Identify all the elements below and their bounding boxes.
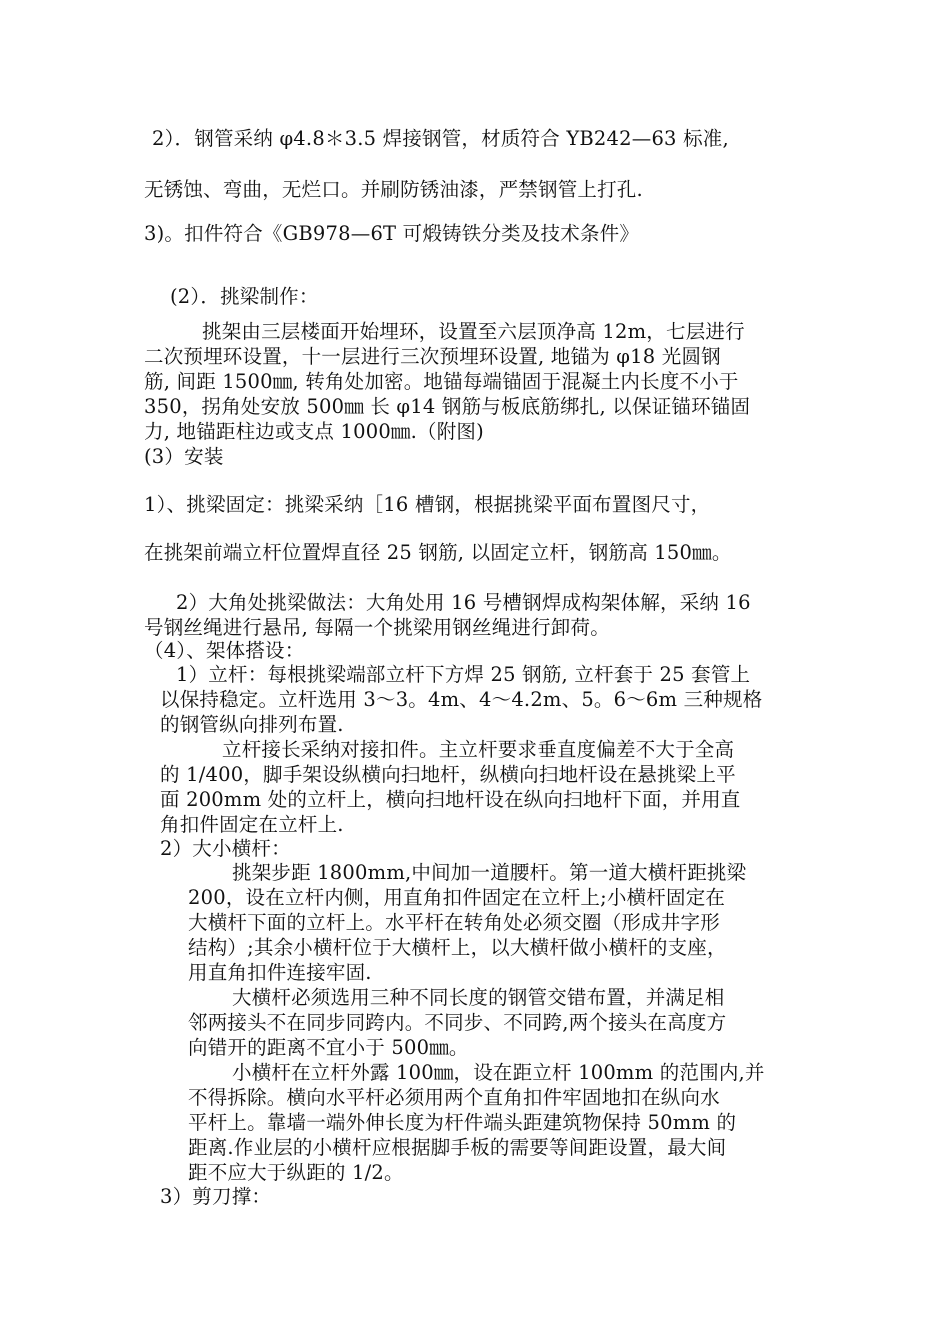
- corner-beam-line-1: 2）大角处挑梁做法：大角处用 16 号槽钢焊成构架体解，采纳 16: [176, 591, 751, 614]
- upright-pole-line-3: 的钢管纵向排列布置.: [160, 713, 344, 736]
- transom-paragraph-line-5: 距不应大于纵距的 1/2。: [188, 1161, 404, 1184]
- cantilever-paragraph-line-5: 力, 地锚距柱边或支点 1000㎜.（附图): [144, 420, 484, 443]
- ledger-paragraph-line-2: 200，设在立杆内侧，用直角扣件固定在立杆上;小横杆固定在: [188, 886, 726, 909]
- fastener-spec-line: 3)。扣件符合《GB978—6T 可煅铸铁分类及技术条件》: [144, 222, 640, 245]
- subheading-ledgers-transoms: 2）大小横杆：: [160, 837, 291, 860]
- ledger-paragraph-line-5: 用直角扣件连接牢固.: [188, 961, 372, 984]
- ledger-joint-line-1: 大横杆必须选用三种不同长度的钢管交错布置，并满足相: [232, 986, 725, 1009]
- ledger-joint-line-3: 向错开的距离不宜小于 500㎜。: [188, 1036, 469, 1059]
- ledger-paragraph-line-3: 大横杆下面的立杆上。水平杆在转角处必须交圈（形成井字形: [188, 911, 720, 934]
- section-heading-cantilever-beam: (2）．挑梁制作：: [170, 285, 319, 308]
- cantilever-paragraph-line-1: 挑架由三层楼面开始埋环，设置至六层顶净高 12m，七层进行: [202, 320, 745, 343]
- beam-fixing-line-1: 1）、挑梁固定：挑梁采纳［16 槽钢，根据挑梁平面布置图尺寸，: [144, 493, 711, 516]
- ledger-joint-line-2: 邻两接头不在同步同跨内。不同步、不同跨,两个接头在高度方: [188, 1011, 727, 1034]
- beam-fixing-line-2: 在挑架前端立杆位置焊直径 25 钢筋, 以固定立杆，钢筋高 150㎜。: [144, 541, 732, 564]
- pole-extension-line-3: 面 200mm 处的立杆上，横向扫地杆设在纵向扫地杆下面，并用直: [160, 788, 741, 811]
- corner-beam-line-2: 号钢丝绳进行悬吊, 每隔一个挑梁用钢丝绳进行卸荷。: [144, 616, 610, 639]
- cantilever-paragraph-line-3: 筋, 间距 1500㎜, 转角处加密。地锚每端锚固于混凝土内长度不小于: [144, 370, 739, 393]
- subheading-cross-bracing: 3）剪刀撑：: [160, 1185, 272, 1208]
- ledger-paragraph-line-4: 结构）;其余小横杆位于大横杆上，以大横杆做小横杆的支座，: [188, 936, 727, 959]
- ledger-paragraph-line-1: 挑架步距 1800mm,中间加一道腰杆。第一道大横杆距挑梁: [232, 861, 747, 884]
- transom-paragraph-line-1: 小横杆在立杆外露 100㎜，设在距立杆 100mm 的范围内,并: [232, 1061, 765, 1084]
- pole-extension-line-4: 角扣件固定在立杆上.: [160, 813, 344, 836]
- section-heading-installation: (3）安装: [144, 445, 224, 468]
- pole-extension-line-1: 立杆接长采纳对接扣件。主立杆要求垂直度偏差不大于全高: [222, 738, 735, 761]
- cantilever-paragraph-line-2: 二次预埋环设置，十一层进行三次预埋环设置, 地锚为 φ18 光圆钢: [144, 345, 721, 368]
- transom-paragraph-line-4: 距离.作业层的小横杆应根据脚手板的需要等间距设置，最大间: [188, 1136, 727, 1159]
- upright-pole-line-2: 以保持稳定。立杆选用 3～3。4m、4～4.2m、5。6～6m 三种规格: [160, 688, 763, 711]
- pole-extension-line-2: 的 1/400，脚手架设纵横向扫地杆，纵横向扫地杆设在悬挑梁上平: [160, 763, 736, 786]
- upright-pole-line-1: 1）立杆：每根挑梁端部立杆下方焊 25 钢筋, 立杆套于 25 套管上: [176, 663, 751, 686]
- steel-pipe-spec-line-2: 无锈蚀、弯曲，无烂口。并刷防锈油漆，严禁钢管上打孔.: [144, 178, 643, 201]
- cantilever-paragraph-line-4: 350，拐角处安放 500㎜ 长 φ14 钢筋与板底筋绑扎, 以保证锚环锚固: [144, 395, 751, 418]
- section-heading-frame-erection: （4）、架体搭设：: [144, 639, 305, 662]
- steel-pipe-spec-line-1: 2）．钢管采纳 φ4.8＊3.5 焊接钢管，材质符合 YB242—63 标准,: [152, 127, 729, 150]
- transom-paragraph-line-2: 不得拆除。横向水平杆必须用两个直角扣件牢固地扣在纵向水: [188, 1086, 720, 1109]
- transom-paragraph-line-3: 平杆上。靠墙一端外伸长度为杆件端头距建筑物保持 50mm 的: [188, 1111, 737, 1134]
